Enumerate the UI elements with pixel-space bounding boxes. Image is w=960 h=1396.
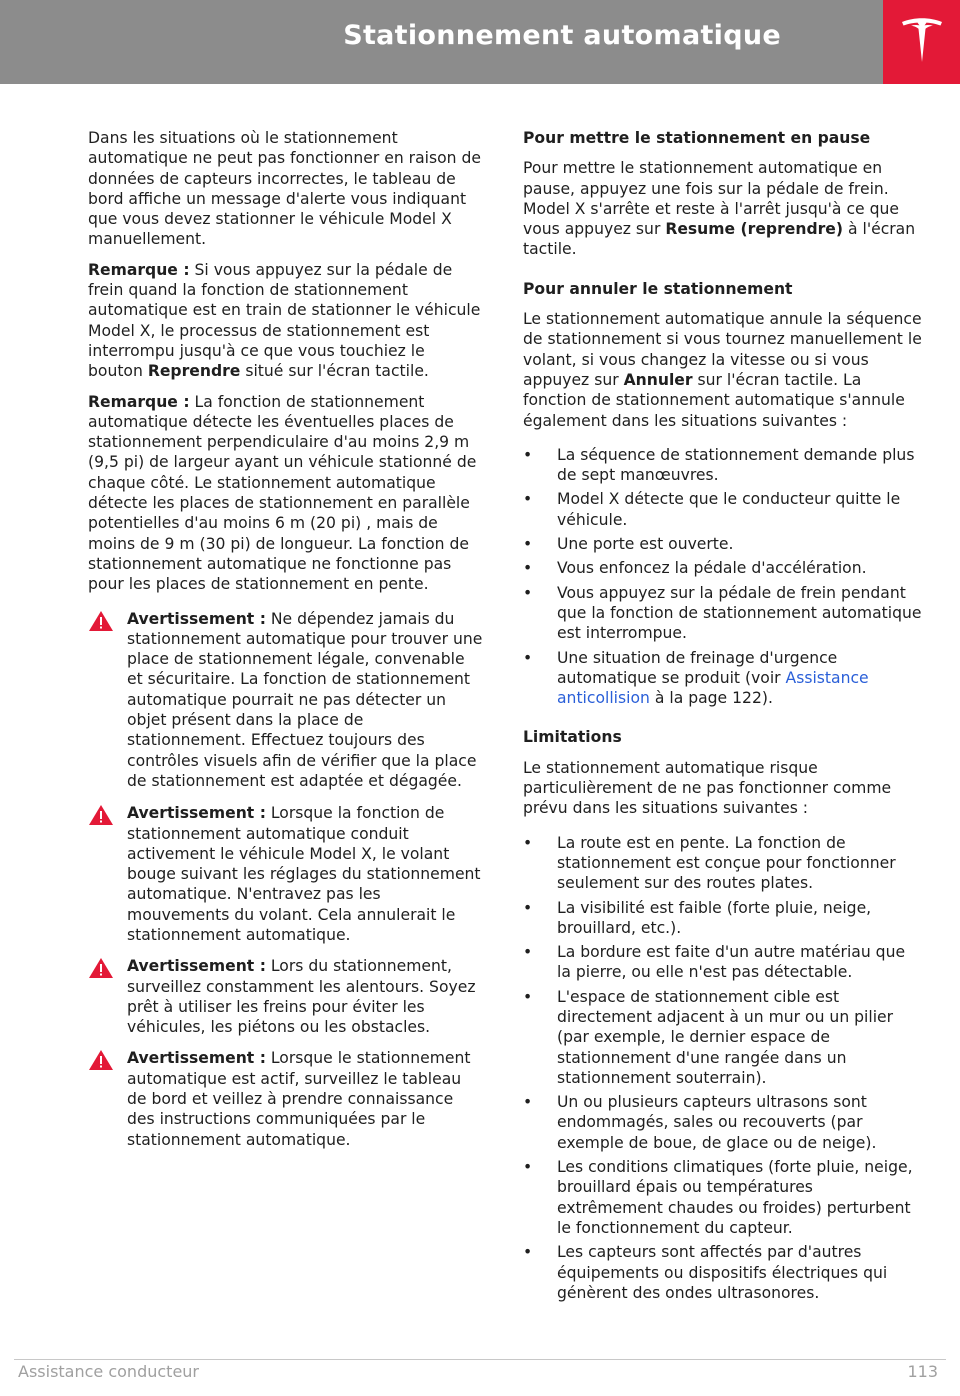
section-heading-cancel: Pour annuler le stationnement <box>523 279 793 298</box>
warning-block <box>88 803 483 945</box>
warning-label: Avertissement : <box>127 1049 266 1068</box>
note-paragraph <box>88 260 483 382</box>
warning-block <box>88 609 483 792</box>
pause-paragraph <box>523 158 923 259</box>
bullet: • <box>523 943 533 962</box>
bullet: • <box>523 1093 533 1112</box>
list-item-text-end: à la page 122). <box>649 689 773 708</box>
header-bar <box>0 0 883 84</box>
warning-text: Lorsque la fonction de stationnement automatique conduit activement le véhicule Model X, le volant bouge suivant les réglages du stationnement automatique. N'entravez pas les mouvements du volant. Cela annulerait le stationnement automatique. <box>127 804 481 944</box>
pause-text: Pour mettre le stationnement automatique en pause, appuyez une fois sur la pédale de frein. Model X s'arrête et reste à l'arrêt jusqu'à ce que vous appuyez sur <box>523 159 899 239</box>
warning-triangle-icon <box>88 957 114 979</box>
list-item <box>523 583 923 644</box>
list-item-text: Une porte est ouverte. <box>557 535 734 554</box>
warning-label: Avertissement : <box>127 957 266 976</box>
list-item-text: La visibilité est faible (forte pluie, neige, brouillard, etc.). <box>557 898 872 937</box>
bullet: • <box>523 833 533 852</box>
list-item-text: Une situation de freinage d'urgence automatique se produit (voir <box>557 648 838 687</box>
note-text: La fonction de stationnement automatique détecte les éventuelles places de stationnement perpendiculaire d'au moins 2,9 m (9,5 pi) de largeur ayant un véhicule stationné de chaque côté. Le stationnement automatique détecte les places de stationnement en parallèle potentielles d'au moins 6 m (20 pi) , mais de moins de 9 m (30 pi) de longueur. La fonction de stationnement automatique ne fonctionne pas pour les places de stationnement en pente. <box>88 392 477 594</box>
bullet: • <box>523 559 533 578</box>
list-item <box>523 1242 923 1303</box>
list-item <box>523 1092 923 1153</box>
cancel-bold-term: Annuler <box>623 370 693 389</box>
bullet: • <box>523 1243 533 1262</box>
list-item-text: Vous enfoncez la pédale d'accélération. <box>557 559 867 578</box>
list-item <box>523 534 923 554</box>
list-item-text: La route est en pente. La fonction de stationnement est conçue pour fonctionner seulement sur des routes plates. <box>557 833 896 893</box>
note-paragraph <box>88 392 483 595</box>
list-item <box>523 489 923 530</box>
pause-text-end: à l'écran tactile. <box>523 220 916 259</box>
cancel-text: Le stationnement automatique annule la séquence de stationnement si vous tournez manuellement le volant, si vous changez la vitesse ou si vous appuyez sur <box>523 310 922 389</box>
warning-text: Ne dépendez jamais du stationnement automatique pour trouver une place de stationnement légale, convenable et sécuritaire. La fonction de stationnement automatique pourrait ne pas détecter un objet présent dans la place de stationnement. Effectuez toujours des contrôles visuels afin de vérifier que la place de stationnement est adaptée et dégagée. <box>127 609 483 790</box>
left-column <box>88 128 483 1161</box>
list-item <box>523 1157 923 1238</box>
bullet: • <box>523 535 533 554</box>
bullet: • <box>523 987 533 1006</box>
limitations-intro: Le stationnement automatique risque particulièrement de ne pas fonctionner comme prévu dans les situations suivantes : <box>523 758 892 818</box>
list-item-text: Les capteurs sont affectés par d'autres équipements ou dispositifs électriques qui génèrent des ondes ultrasonores. <box>557 1243 888 1302</box>
list-item-text: La bordure est faite d'un autre matériau que la pierre, ou elle n'est pas détectable. <box>557 943 906 982</box>
list-item-text: Un ou plusieurs capteurs ultrasons sont endommagés, sales ou recouverts (par exemple de boue, de glace ou de neige). <box>557 1093 877 1152</box>
note-bold-term: Reprendre <box>147 362 241 381</box>
list-item-text: La séquence de stationnement demande plus de sept manœuvres. <box>557 445 915 485</box>
section-heading-limitations: Limitations <box>523 728 622 747</box>
list-item-text: Vous appuyez sur la pédale de frein pendant que la fonction de stationnement automatique est interrompue. <box>557 583 922 643</box>
note-label: Remarque : <box>88 392 190 411</box>
cancel-paragraph <box>523 309 923 431</box>
note-label: Remarque : <box>88 260 190 279</box>
warning-text: Lors du stationnement, surveillez constamment les alentours. Soyez prêt à utiliser les freins pour éviter les véhicules, les piétons ou les obstacles. <box>127 957 476 1037</box>
list-item <box>523 445 923 486</box>
limitations-list <box>523 833 923 1304</box>
warning-triangle-icon <box>88 1049 114 1071</box>
bullet: • <box>523 490 533 509</box>
warning-block <box>88 956 483 1037</box>
list-item <box>523 648 923 709</box>
bullet: • <box>523 898 533 917</box>
cancel-text-end: sur l'écran tactile. La fonction de stationnement automatique s'annule également dans les situations suivantes : <box>523 370 905 430</box>
note-text: Si vous appuyez sur la pédale de frein quand la fonction de stationnement automatique est en train de stationner le véhicule Model X, le processus de stationnement est interrompu jusqu'à ce que vous touchiez le bouton <box>88 260 481 381</box>
section-heading-pause: Pour mettre le stationnement en pause <box>523 129 871 147</box>
list-item <box>523 558 923 578</box>
warning-label: Avertissement : <box>127 804 266 823</box>
intro-paragraph: Dans les situations où le stationnement automatique ne peut pas fonctionner en raison de données de capteurs incorrectes, le tableau de bord affiche un message d'alerte vous indiquant que vous devez stationner le véhicule Model X manuellement. <box>88 129 481 249</box>
pause-bold-term: Resume (reprendre) <box>665 220 844 239</box>
warning-block <box>88 1048 483 1149</box>
assistance-anticollision-link[interactable]: Assistance anticollision <box>557 668 869 708</box>
brand-logo-box <box>883 0 960 84</box>
page-number: 113 <box>907 1362 938 1381</box>
list-item-text: Model X détecte que le conducteur quitte le véhicule. <box>557 490 901 529</box>
list-item <box>523 898 923 939</box>
bullet: • <box>523 445 533 464</box>
footer-divider <box>14 1359 946 1360</box>
bullet: • <box>523 1158 533 1177</box>
right-column <box>523 128 923 1309</box>
list-item <box>523 987 923 1088</box>
bullet: • <box>523 648 533 667</box>
cancel-list <box>523 445 923 709</box>
warning-triangle-icon <box>88 804 114 826</box>
note-text-end: situé sur l'écran tactile. <box>240 362 429 381</box>
list-item <box>523 833 923 894</box>
bullet: • <box>523 583 533 602</box>
warning-text: Lorsque le stationnement automatique est actif, surveillez le tableau de bord et veillez à prendre connaissance des instructions communiquées par le stationnement automatique. <box>127 1049 471 1149</box>
list-item-text: Les conditions climatiques (forte pluie, neige, brouillard épais ou températures extrêmement chaudes ou froides) perturbent le fonctionnement du capteur. <box>557 1158 913 1237</box>
list-item <box>523 942 923 983</box>
tesla-logo-icon <box>900 16 944 66</box>
list-item-text: L'espace de stationnement cible est directement adjacent à un mur ou un pilier (par exemple, le dernier espace de stationnement d'une rangée dans un stationnement souterrain). <box>557 987 894 1087</box>
warning-label: Avertissement : <box>127 609 266 628</box>
warning-triangle-icon <box>88 610 114 632</box>
footer-section-name: Assistance conducteur <box>18 1362 199 1381</box>
page-title: Stationnement automatique <box>343 20 781 51</box>
